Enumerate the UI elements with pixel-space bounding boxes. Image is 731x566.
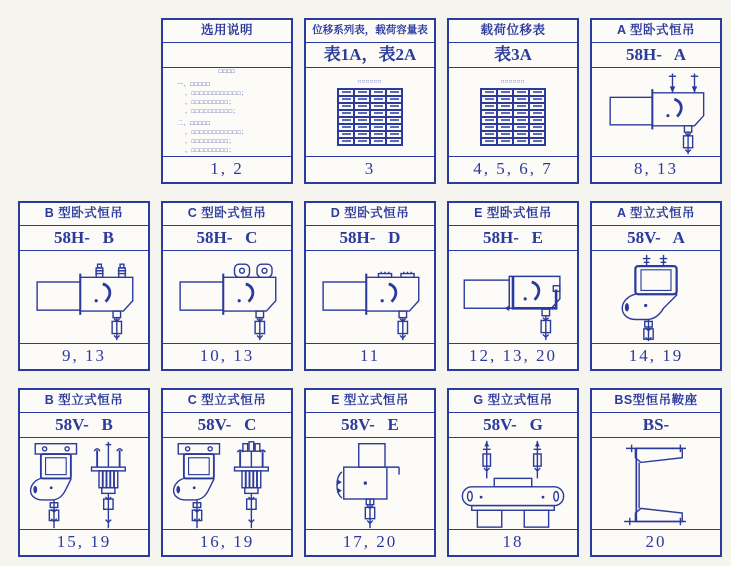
cell-page-numbers: 16, 19 xyxy=(163,529,291,555)
cell-title: B 型立式恒吊 xyxy=(20,390,148,413)
cell-diagram-area xyxy=(592,68,720,156)
cell-model-code: 58H- E xyxy=(449,226,577,251)
cell-diagram-area xyxy=(592,251,720,343)
mini-table-cell xyxy=(497,89,513,96)
cell-type-c-vertical-hanger xyxy=(161,388,293,557)
mini-table-cell xyxy=(338,131,354,138)
mini-table-cell xyxy=(497,131,513,138)
cell-diagram-area xyxy=(306,251,434,343)
mini-table-cell xyxy=(529,138,545,145)
note-line: 、□□□□□□□□□； xyxy=(185,139,236,145)
cell-title: BS型恒吊鞍座 xyxy=(592,390,720,413)
cell-type-g-vertical-hanger xyxy=(447,388,579,557)
mini-table-cell xyxy=(513,96,529,103)
cell-page-numbers: 10, 13 xyxy=(163,343,291,369)
cell-title: G 型立式恒吊 xyxy=(449,390,577,413)
cell-title: C 型立式恒吊 xyxy=(163,390,291,413)
bs-hanger-saddle-diagram xyxy=(593,439,719,529)
cell-model-code: 58V- C xyxy=(163,413,291,438)
mini-table-caption: □□□□□□ xyxy=(500,78,526,85)
note-line: 、□□□□□□□□□； xyxy=(185,100,236,106)
mini-table-cell xyxy=(338,103,354,110)
mini-table-cell xyxy=(481,124,497,131)
cell-model-code xyxy=(163,43,291,68)
mini-table-cell xyxy=(354,110,370,117)
cell-page-numbers: 20 xyxy=(592,529,720,555)
cell-type-d-horizontal-hanger xyxy=(304,201,436,371)
cell-model-code: 表1A，表2A xyxy=(306,43,434,68)
type-a-horizontal-hanger-diagram xyxy=(593,68,719,156)
cell-diagram-area xyxy=(163,438,291,529)
cell-model-code: 58V- G xyxy=(449,413,577,438)
cell-title: 选用说明 xyxy=(163,20,291,43)
cell-title: 位移系列表，载荷容量表 xyxy=(306,20,434,43)
mini-table-cell xyxy=(370,103,386,110)
selection-notes-text xyxy=(163,68,291,156)
mini-table-cell xyxy=(529,89,545,96)
cell-model-code: BS- xyxy=(592,413,720,438)
type-c-horizontal-hanger-diagram xyxy=(164,252,290,342)
mini-table-cell xyxy=(338,117,354,124)
mini-table-cell xyxy=(513,138,529,145)
type-a-vertical-hanger-diagram xyxy=(593,252,719,342)
cell-diagram-area xyxy=(163,251,291,343)
mini-table-cell xyxy=(481,117,497,124)
mini-table-cell xyxy=(370,124,386,131)
mini-table-cell xyxy=(354,131,370,138)
cell-diagram-area xyxy=(449,68,577,156)
mini-table-caption: □□□□□□ xyxy=(357,78,383,85)
cell-diagram-area xyxy=(306,438,434,529)
cell-model-code: 58V- A xyxy=(592,226,720,251)
mini-table-cell xyxy=(386,110,402,117)
mini-table-cell xyxy=(386,103,402,110)
cell-type-e-vertical-hanger xyxy=(304,388,436,557)
cell-model-code: 表3A xyxy=(449,43,577,68)
mini-table-cell xyxy=(386,89,402,96)
cell-page-numbers: 4, 5, 6, 7 xyxy=(449,156,577,182)
note-line: 、□□□□□□□□□； xyxy=(185,148,236,154)
cell-diagram-area xyxy=(592,438,720,529)
cell-diagram-area xyxy=(449,251,577,343)
cell-type-c-horizontal-hanger xyxy=(161,201,293,371)
mini-table-cell xyxy=(338,138,354,145)
mini-table-cell xyxy=(386,124,402,131)
mini-table-cell xyxy=(370,89,386,96)
mini-table-cell xyxy=(370,117,386,124)
note-line: 、□□□□□□□□□□□□； xyxy=(185,130,248,136)
note-line: 、□□□□□□□□□□□□； xyxy=(185,91,248,97)
mini-table-cell xyxy=(386,117,402,124)
mini-table-cell xyxy=(338,124,354,131)
mini-table-cell xyxy=(354,117,370,124)
cell-title: B 型卧式恒吊 xyxy=(20,203,148,226)
mini-table-cell xyxy=(513,89,529,96)
cell-load-displacement-table xyxy=(447,18,579,184)
cell-page-numbers: 3 xyxy=(306,156,434,182)
cell-title: D 型卧式恒吊 xyxy=(306,203,434,226)
cell-model-code: 58H- B xyxy=(20,226,148,251)
cell-diagram-area xyxy=(20,438,148,529)
mini-table-cell xyxy=(497,110,513,117)
mini-table-cell xyxy=(513,124,529,131)
mini-table-cell xyxy=(354,103,370,110)
cell-page-numbers: 12, 13, 20 xyxy=(449,343,577,369)
cell-page-numbers: 15, 19 xyxy=(20,529,148,555)
type-d-horizontal-hanger-diagram xyxy=(307,252,433,342)
mini-table xyxy=(480,88,546,146)
mini-table-cell xyxy=(370,131,386,138)
mini-table-cell xyxy=(513,110,529,117)
type-b-vertical-hanger-diagram xyxy=(21,439,147,529)
mini-table-cell xyxy=(354,96,370,103)
cell-diagram-area xyxy=(163,68,291,156)
cell-type-a-horizontal-hanger xyxy=(590,18,722,184)
cell-model-code: 58H- C xyxy=(163,226,291,251)
cell-diagram-area xyxy=(20,251,148,343)
mini-table-cell xyxy=(354,89,370,96)
cell-type-e-horizontal-hanger xyxy=(447,201,579,371)
cell-type-b-vertical-hanger xyxy=(18,388,150,557)
mini-table-cell xyxy=(529,117,545,124)
cell-title: A 型立式恒吊 xyxy=(592,203,720,226)
mini-table-cell xyxy=(354,138,370,145)
cell-page-numbers: 11 xyxy=(306,343,434,369)
mini-table-cell xyxy=(529,96,545,103)
cell-bs-hanger-saddle xyxy=(590,388,722,557)
cell-page-numbers: 1, 2 xyxy=(163,156,291,182)
note-line: □□□□ xyxy=(218,69,236,75)
mini-table-cell xyxy=(513,117,529,124)
cell-page-numbers: 8, 13 xyxy=(592,156,720,182)
cell-model-code: 58V- B xyxy=(20,413,148,438)
mini-table-cell xyxy=(338,96,354,103)
note-line: 、□□□□□□□□□□； xyxy=(185,109,240,115)
mini-table-cell xyxy=(481,110,497,117)
cell-type-b-horizontal-hanger xyxy=(18,201,150,371)
mini-table-cell xyxy=(513,103,529,110)
cell-model-code: 58V- E xyxy=(306,413,434,438)
type-e-horizontal-hanger-diagram xyxy=(450,252,576,342)
cell-page-numbers: 17, 20 xyxy=(306,529,434,555)
type-e-vertical-hanger-diagram xyxy=(307,439,433,529)
cell-title: C 型卧式恒吊 xyxy=(163,203,291,226)
mini-table-cell xyxy=(481,131,497,138)
type-c-vertical-hanger-diagram xyxy=(164,439,290,529)
mini-table-cell xyxy=(354,124,370,131)
cell-model-code: 58H- A xyxy=(592,43,720,68)
cell-diagram-area xyxy=(306,68,434,156)
cell-title: A 型卧式恒吊 xyxy=(592,20,720,43)
cell-title: E 型卧式恒吊 xyxy=(449,203,577,226)
cell-title: 载荷位移表 xyxy=(449,20,577,43)
note-line: 一、□□□□□ xyxy=(177,82,211,88)
mini-table-cell xyxy=(529,131,545,138)
mini-table-cell xyxy=(338,89,354,96)
note-line: 二、□□□□□ xyxy=(177,121,211,127)
mini-table xyxy=(337,88,403,146)
mini-table-cell xyxy=(481,96,497,103)
mini-table-cell xyxy=(370,110,386,117)
cell-type-a-vertical-hanger xyxy=(590,201,722,371)
cell-title: E 型立式恒吊 xyxy=(306,390,434,413)
mini-table-cell xyxy=(513,131,529,138)
mini-table-cell xyxy=(481,103,497,110)
mini-table-cell xyxy=(386,96,402,103)
mini-table-cell xyxy=(386,131,402,138)
mini-table-cell xyxy=(529,124,545,131)
cell-model-code: 58H- D xyxy=(306,226,434,251)
mini-table-cell xyxy=(497,138,513,145)
mini-table-cell xyxy=(529,103,545,110)
mini-table-cell xyxy=(370,96,386,103)
cell-page-numbers: 18 xyxy=(449,529,577,555)
mini-table-cell xyxy=(386,138,402,145)
mini-table-cell xyxy=(497,124,513,131)
mini-table-cell xyxy=(370,138,386,145)
type-b-horizontal-hanger-diagram xyxy=(21,252,147,342)
mini-table-cell xyxy=(481,89,497,96)
cell-selection-notes xyxy=(161,18,293,184)
mini-table-cell xyxy=(529,110,545,117)
cell-page-numbers: 9, 13 xyxy=(20,343,148,369)
cell-page-numbers: 14, 19 xyxy=(592,343,720,369)
mini-table-cell xyxy=(497,103,513,110)
mini-table-cell xyxy=(497,117,513,124)
mini-table-cell xyxy=(481,138,497,145)
cell-displacement-series-table xyxy=(304,18,436,184)
cell-diagram-area xyxy=(449,438,577,529)
mini-table-cell xyxy=(338,110,354,117)
mini-table-cell xyxy=(497,96,513,103)
type-g-vertical-hanger-diagram xyxy=(450,439,576,529)
